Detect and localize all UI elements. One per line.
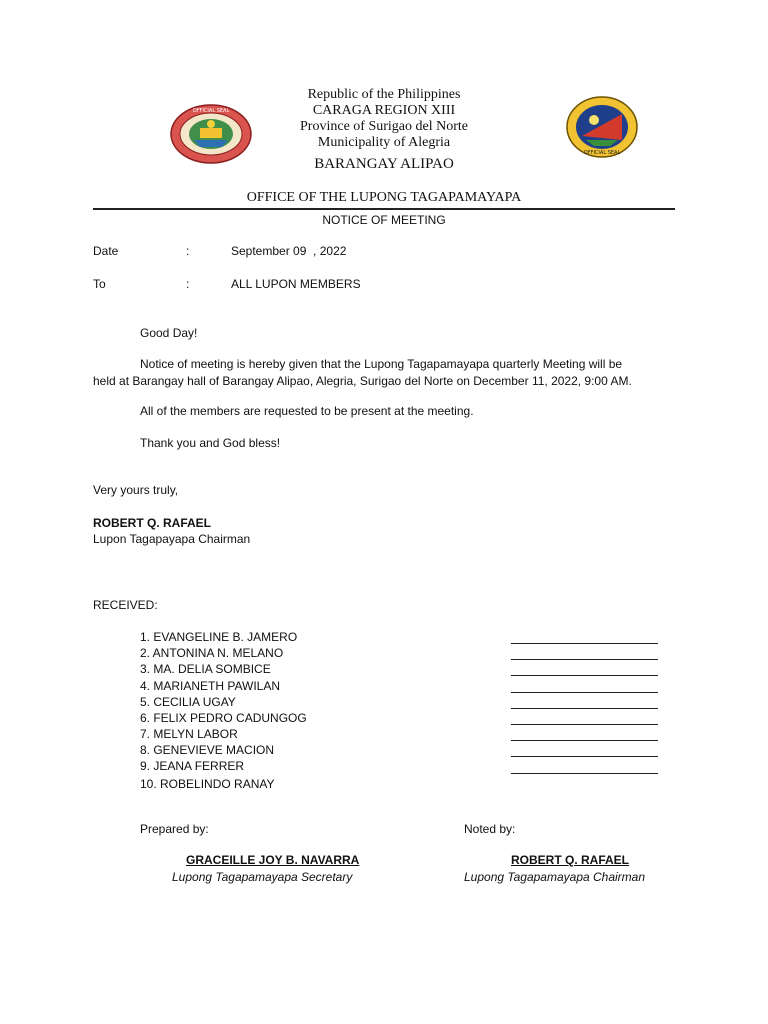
notice-title: NOTICE OF MEETING (322, 213, 446, 227)
office-title: OFFICE OF THE LUPONG TAGAPAMAYAPA (246, 190, 522, 205)
member-item: 4. MARIANETH PAWILAN (140, 679, 281, 693)
to-label: To (93, 277, 106, 291)
header-line-municipality: Municipality of Alegria (317, 135, 451, 150)
notice-paragraph-line1: Notice of meeting is hereby given that the Lupong Tagapamayapa quarterly Meeting will be (140, 357, 623, 371)
closing-line: Very yours truly, (93, 483, 179, 497)
signature-line (511, 708, 658, 709)
to-colon: : (186, 277, 190, 291)
signature-line (511, 643, 658, 644)
header-line-region: CARAGA REGION XIII (312, 103, 456, 118)
received-label: RECEIVED: (93, 598, 158, 612)
signature-line (511, 659, 658, 660)
header-line-barangay: BARANGAY ALIPAO (314, 156, 454, 172)
member-item: 5. CECILIA UGAY (140, 695, 236, 709)
prepared-by-title: Lupong Tagapamayapa Secretary (172, 870, 353, 884)
header-divider (93, 208, 675, 210)
svg-text:OFFICIAL SEAL: OFFICIAL SEAL (583, 150, 621, 156)
header-line-province: Province of Surigao del Norte (300, 119, 468, 134)
attendance-request: All of the members are requested to be present at the meeting. (140, 404, 474, 418)
signature-line (511, 773, 658, 774)
member-item: 3. MA. DELIA SOMBICE (140, 662, 271, 676)
member-item: 10. ROBELINDO RANAY (140, 777, 275, 791)
noted-by-label: Noted by: (464, 822, 516, 836)
noted-by-title: Lupong Tagapamayapa Chairman (464, 870, 646, 884)
signer-name: ROBERT Q. RAFAEL (93, 516, 212, 530)
member-item: 7. MELYN LABOR (140, 727, 238, 741)
signer-title: Lupon Tagapayapa Chairman (93, 532, 251, 546)
member-item: 8. GENEVIEVE MACION (140, 743, 275, 757)
date-value: September 09 , 2022 (231, 244, 347, 258)
header-line-republic: Republic of the Philippines (307, 87, 461, 102)
member-item: 1. EVANGELINE B. JAMERO (140, 630, 298, 644)
noted-by-name: ROBERT Q. RAFAEL (511, 853, 630, 867)
signature-line (511, 740, 658, 741)
signature-line (511, 675, 658, 676)
greeting: Good Day! (140, 326, 198, 340)
member-item: 2. ANTONINA N. MELANO (140, 646, 284, 660)
member-item: 6. FELIX PEDRO CADUNGOG (140, 711, 307, 725)
to-value: ALL LUPON MEMBERS (231, 277, 361, 291)
notice-paragraph-line2: held at Barangay hall of Barangay Alipao, Alegria, Surigao del Norte on December 11, 2022, 9:00 AM. (93, 374, 632, 388)
member-item: 9. JEANA FERRER (140, 759, 245, 773)
svg-text:OFFICIAL SEAL: OFFICIAL SEAL (192, 108, 230, 114)
signature-line (511, 756, 658, 757)
signature-line (511, 724, 658, 725)
signature-line (511, 692, 658, 693)
prepared-by-label: Prepared by: (140, 822, 209, 836)
thank-you-line: Thank you and God bless! (140, 436, 281, 450)
date-label: Date (93, 244, 119, 258)
prepared-by-name: GRACEILLE JOY B. NAVARRA (186, 853, 360, 867)
date-colon: : (186, 244, 190, 258)
